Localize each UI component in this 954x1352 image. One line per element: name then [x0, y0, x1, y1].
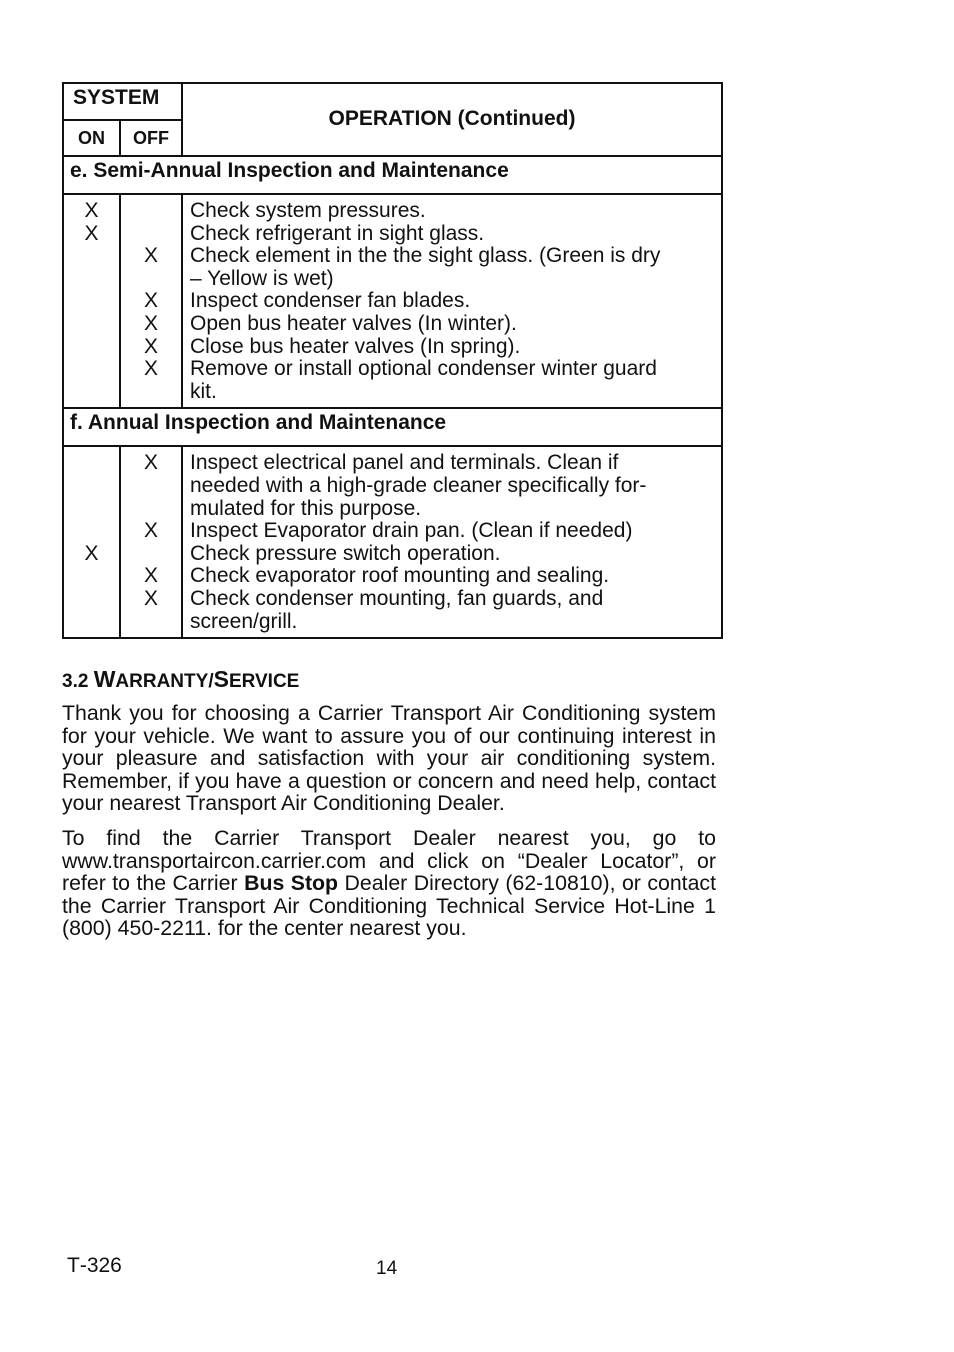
on-mark: [64, 565, 119, 588]
heading-slash: /: [208, 671, 214, 692]
off-mark: X: [143, 519, 158, 543]
operation-text: Inspect Evaporator drain pan. (Clean if needed): [190, 519, 633, 543]
operation-text: Check pressure switch operation.: [190, 541, 501, 565]
operation-header: OPERATION (Continued): [182, 83, 722, 156]
operation-text: Close bus heater valves (In spring).: [190, 334, 521, 358]
on-mark: [64, 313, 119, 336]
on-mark: [64, 336, 119, 359]
section-body-semi-annual: [63, 194, 722, 408]
section-title-annual: f. Annual Inspection and Maintenance: [63, 408, 722, 446]
heading-number: 3.2: [62, 671, 94, 692]
operation-text: Inspect condenser fan blades.: [190, 289, 471, 313]
off-mark: [121, 543, 181, 566]
off-column: [120, 194, 182, 408]
on-column: [63, 194, 120, 408]
off-mark: X: [143, 586, 158, 610]
operation-text: – Yellow is wet): [190, 266, 334, 290]
off-mark: X: [143, 357, 158, 381]
operation-text: kit.: [190, 379, 217, 403]
heading-s: S: [213, 666, 229, 692]
on-column: [63, 446, 120, 638]
on-mark: [64, 452, 119, 475]
heading-arranty: ARRANTY: [115, 671, 209, 692]
operation-text: Check system pressures.: [190, 199, 426, 222]
operations-column: [182, 446, 722, 638]
operation-text: screen/grill.: [190, 609, 298, 633]
operation-text: mulated for this purpose.: [190, 496, 422, 520]
operations-column: [182, 194, 722, 408]
off-mark: [121, 611, 181, 634]
off-header: OFF: [120, 120, 182, 156]
on-mark: X: [84, 541, 99, 565]
on-header: ON: [63, 120, 120, 156]
dealer-text-end: Dealer Directory (62‑10810), or contact the Carrier Transport Air Conditioning Technical Service Hot‑Line 1 (800) 450‑2211. for the center nearest you.: [62, 871, 716, 941]
on-mark: [64, 290, 119, 313]
off-mark: X: [143, 289, 158, 313]
on-mark: [64, 611, 119, 634]
off-mark: X: [143, 334, 158, 358]
operation-text: Check refrigerant in sight glass.: [190, 221, 485, 245]
document-number: T‑326: [67, 1254, 122, 1277]
on-mark: [64, 381, 119, 404]
operation-text: needed with a high-grade cleaner specifically for-: [190, 473, 647, 497]
bus-stop-bold: Bus Stop: [244, 871, 339, 896]
dealer-paragraph: [62, 827, 716, 940]
on-mark: [64, 588, 119, 611]
section-title-semi-annual: e. Semi‑Annual Inspection and Maintenance: [63, 156, 722, 194]
operation-text: Check evaporator roof mounting and sealing.: [190, 564, 610, 588]
operation-text: Remove or install optional condenser winter guard: [190, 357, 657, 381]
operation-text: Check element in the the sight glass. (Green is dry: [190, 244, 661, 268]
off-mark: [121, 268, 181, 291]
on-mark: X: [84, 199, 99, 222]
off-mark: X: [143, 244, 158, 268]
on-mark: X: [84, 221, 99, 245]
page-number: 14: [376, 1258, 398, 1279]
off-mark: [121, 381, 181, 404]
on-mark: [64, 475, 119, 498]
off-mark: X: [143, 311, 158, 335]
operation-text: Check condenser mounting, fan guards, and: [190, 586, 604, 610]
dealer-text-start: To find the Carrier Transport Dealer nearest you, go to www.transportaircon.carrier.com and click on “Dealer Locator”, or refer to the Carrier: [62, 826, 716, 896]
off-mark: X: [143, 564, 158, 588]
maintenance-table: [62, 82, 723, 639]
operation-text: Inspect electrical panel and terminals. Clean if: [190, 451, 619, 475]
heading-ervice: ERVICE: [228, 671, 300, 692]
off-column: [120, 446, 182, 638]
off-mark: [121, 223, 181, 246]
off-mark: X: [143, 451, 158, 475]
on-mark: [64, 245, 119, 268]
section-heading: [62, 666, 299, 693]
on-mark: [64, 358, 119, 381]
on-mark: [64, 498, 119, 521]
on-mark: [64, 268, 119, 291]
off-mark: [121, 475, 181, 498]
heading-w: W: [93, 666, 116, 692]
warranty-paragraph: Thank you for choosing a Carrier Transport Air Conditioning system for your vehicle. We want to assure you of our continuing interest in your pleasure and satisfaction with your air conditioning system. Remember, if you have a question or concern and need help, contact your nearest Transport Air Conditioning Dealer.: [62, 701, 716, 816]
off-mark: [121, 200, 181, 223]
section-body-annual: [63, 446, 722, 638]
on-mark: [64, 520, 119, 543]
off-mark: [121, 498, 181, 521]
operation-text: Open bus heater valves (In winter).: [190, 311, 517, 335]
system-header: SYSTEM: [63, 83, 182, 120]
